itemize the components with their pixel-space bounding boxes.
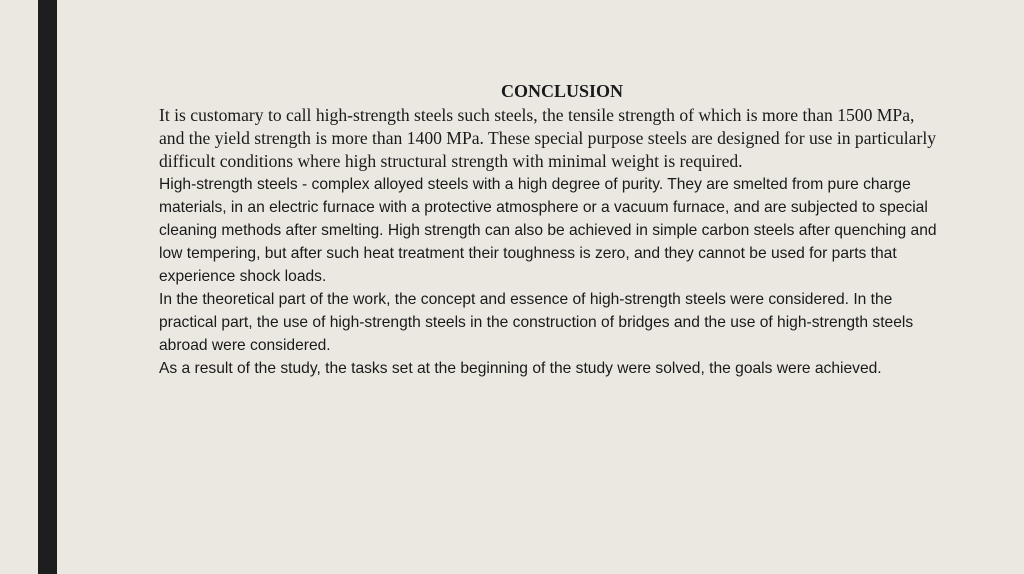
paragraph-work-summary: In the theoretical part of the work, the concept and essence of high-strength steels were considered. In the practical part, the use of high-strength steels in the construction of bridges and the use of high-strength steels abroad were considered. [159,291,914,354]
paragraph-composition: High-strength steels - complex alloyed steels with a high degree of purity. They are smelted from pure charge materials, in an electric furnace with a protective atmosphere or a vacuum furnace, and are subjected to special cleaning methods after smelting. High strength can also be achieved in simple carbon steels after quenching and low tempering, but after such heat treatment their toughness is zero, and they cannot be used for parts that experience shock loads. [159,176,937,285]
slide-content [159,80,959,380]
slide-title: CONCLUSION [501,81,624,101]
accent-bar [38,0,57,574]
paragraph-result: As a result of the study, the tasks set at the beginning of the study were solved, the goals were achieved. [159,360,882,377]
paragraph-definition: It is customary to call high-strength steels such steels, the tensile strength of which is more than 1500 MPa, and the yield strength is more than 1400 MPa. These special purpose steels are designed for use in particularly difficult conditions where high structural strength with minimal weight is required. [159,105,937,171]
